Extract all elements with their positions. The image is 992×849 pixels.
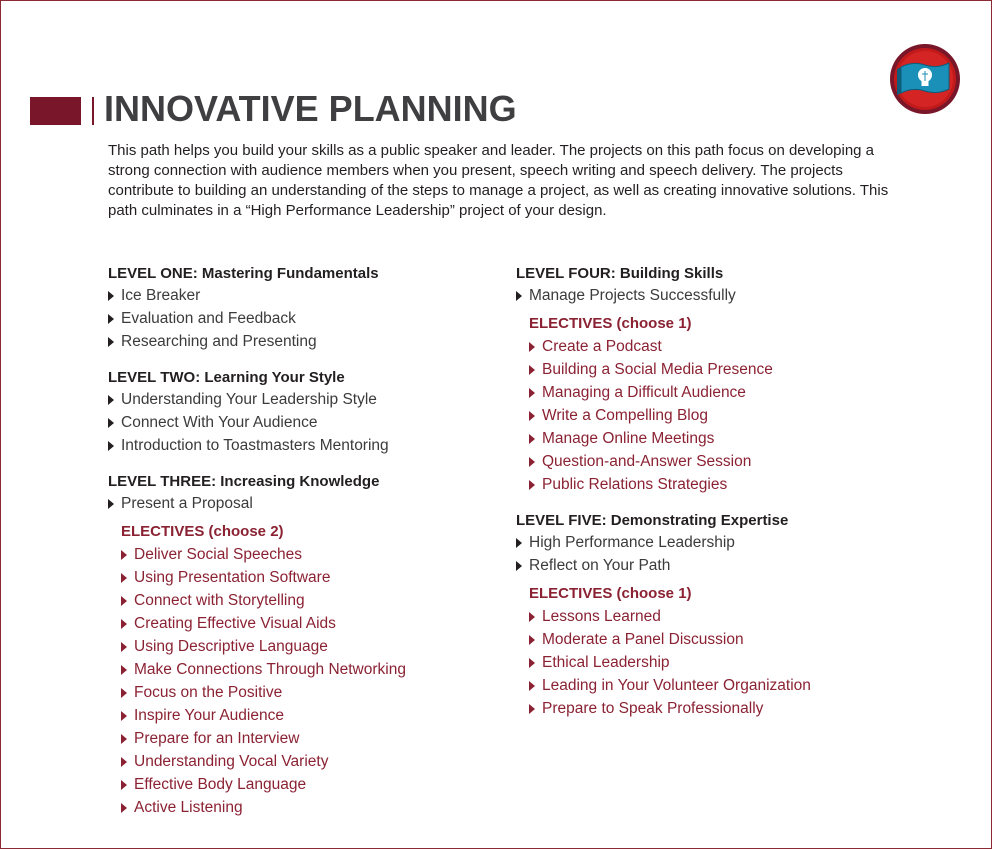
right-column (516, 264, 896, 735)
electives-title: ELECTIVES (choose 1) (529, 585, 692, 602)
elective-item: Prepare for an Interview (121, 727, 488, 750)
elective-item: Focus on the Positive (121, 681, 488, 704)
bullet-arrow-icon (516, 538, 522, 548)
bullet-arrow-icon (108, 418, 114, 428)
project-item: Understanding Your Leadership Style (108, 388, 488, 411)
bullet-arrow-icon (529, 658, 535, 668)
level-five (516, 511, 896, 720)
elective-item: Using Presentation Software (121, 566, 488, 589)
project-item: High Performance Leadership (516, 531, 896, 554)
elective-item: Effective Body Language (121, 773, 488, 796)
level-one (108, 264, 488, 353)
intro-paragraph: This path helps you build your skills as a public speaker and leader. The projects on this path focus on developing a strong connection with audience members when you present, speech writing and speech delivery. The projects contribute to building an understanding of the steps to manage a project, as well as creating innovative solutions. This path culminates in a “High Performance Leadership” project of your design. (108, 142, 889, 219)
bullet-arrow-icon (121, 596, 127, 606)
lightbulb-flag-icon (889, 43, 961, 115)
bullet-arrow-icon (529, 434, 535, 444)
bullet-arrow-icon (121, 734, 127, 744)
bullet-arrow-icon (121, 573, 127, 583)
bullet-arrow-icon (121, 642, 127, 652)
bullet-arrow-icon (108, 337, 114, 347)
level-two (108, 368, 488, 457)
title-separator (92, 97, 94, 125)
elective-item: Understanding Vocal Variety (121, 750, 488, 773)
bullet-arrow-icon (121, 803, 127, 813)
level-title: LEVEL FOUR: Building Skills (516, 265, 724, 282)
left-column (108, 264, 488, 834)
bullet-arrow-icon (108, 291, 114, 301)
project-item: Manage Projects Successfully (516, 284, 896, 307)
project-item: Introduction to Toastmasters Mentoring (108, 434, 488, 457)
bullet-arrow-icon (516, 561, 522, 571)
bullet-arrow-icon (529, 704, 535, 714)
level-title: LEVEL TWO: Learning Your Style (108, 369, 345, 386)
elective-item: Manage Online Meetings (529, 427, 896, 450)
elective-item: Write a Compelling Blog (529, 404, 896, 427)
project-item: Present a Proposal (108, 492, 488, 515)
elective-item: Leading in Your Volunteer Organization (529, 674, 896, 697)
bullet-arrow-icon (529, 635, 535, 645)
title-accent-bar (30, 97, 81, 125)
bullet-arrow-icon (529, 612, 535, 622)
project-item: Connect With Your Audience (108, 411, 488, 434)
bullet-arrow-icon (121, 688, 127, 698)
elective-item: Active Listening (121, 796, 488, 819)
project-item: Ice Breaker (108, 284, 488, 307)
electives-group (516, 313, 896, 496)
level-title: LEVEL ONE: Mastering Fundamentals (108, 265, 379, 282)
elective-item: Moderate a Panel Discussion (529, 628, 896, 651)
level-title: LEVEL THREE: Increasing Knowledge (108, 473, 380, 490)
bullet-arrow-icon (529, 365, 535, 375)
bullet-arrow-icon (529, 457, 535, 467)
electives-group (516, 583, 896, 720)
level-three (108, 472, 488, 819)
elective-item: Building a Social Media Presence (529, 358, 896, 381)
bullet-arrow-icon (121, 550, 127, 560)
bullet-arrow-icon (529, 681, 535, 691)
project-item: Researching and Presenting (108, 330, 488, 353)
bullet-arrow-icon (108, 499, 114, 509)
elective-item: Deliver Social Speeches (121, 543, 488, 566)
bullet-arrow-icon (529, 411, 535, 421)
elective-item: Lessons Learned (529, 605, 896, 628)
elective-item: Ethical Leadership (529, 651, 896, 674)
elective-item: Managing a Difficult Audience (529, 381, 896, 404)
bullet-arrow-icon (529, 480, 535, 490)
elective-item: Inspire Your Audience (121, 704, 488, 727)
elective-item: Make Connections Through Networking (121, 658, 488, 681)
bullet-arrow-icon (516, 291, 522, 301)
bullet-arrow-icon (529, 342, 535, 352)
bullet-arrow-icon (108, 314, 114, 324)
elective-item: Create a Podcast (529, 335, 896, 358)
page-title: INNOVATIVE PLANNING (104, 88, 517, 129)
electives-title: ELECTIVES (choose 1) (529, 315, 692, 332)
level-title: LEVEL FIVE: Demonstrating Expertise (516, 512, 789, 529)
electives-title: ELECTIVES (choose 2) (121, 523, 284, 540)
project-item: Evaluation and Feedback (108, 307, 488, 330)
elective-item: Public Relations Strategies (529, 473, 896, 496)
elective-item: Using Descriptive Language (121, 635, 488, 658)
elective-item: Creating Effective Visual Aids (121, 612, 488, 635)
bullet-arrow-icon (529, 388, 535, 398)
bullet-arrow-icon (121, 757, 127, 767)
project-item: Reflect on Your Path (516, 554, 896, 577)
bullet-arrow-icon (108, 441, 114, 451)
level-four (516, 264, 896, 496)
elective-item: Prepare to Speak Professionally (529, 697, 896, 720)
elective-item: Connect with Storytelling (121, 589, 488, 612)
bullet-arrow-icon (121, 780, 127, 790)
bullet-arrow-icon (121, 711, 127, 721)
elective-item: Question-and-Answer Session (529, 450, 896, 473)
bullet-arrow-icon (121, 665, 127, 675)
bullet-arrow-icon (121, 619, 127, 629)
electives-group (108, 521, 488, 819)
bullet-arrow-icon (108, 395, 114, 405)
